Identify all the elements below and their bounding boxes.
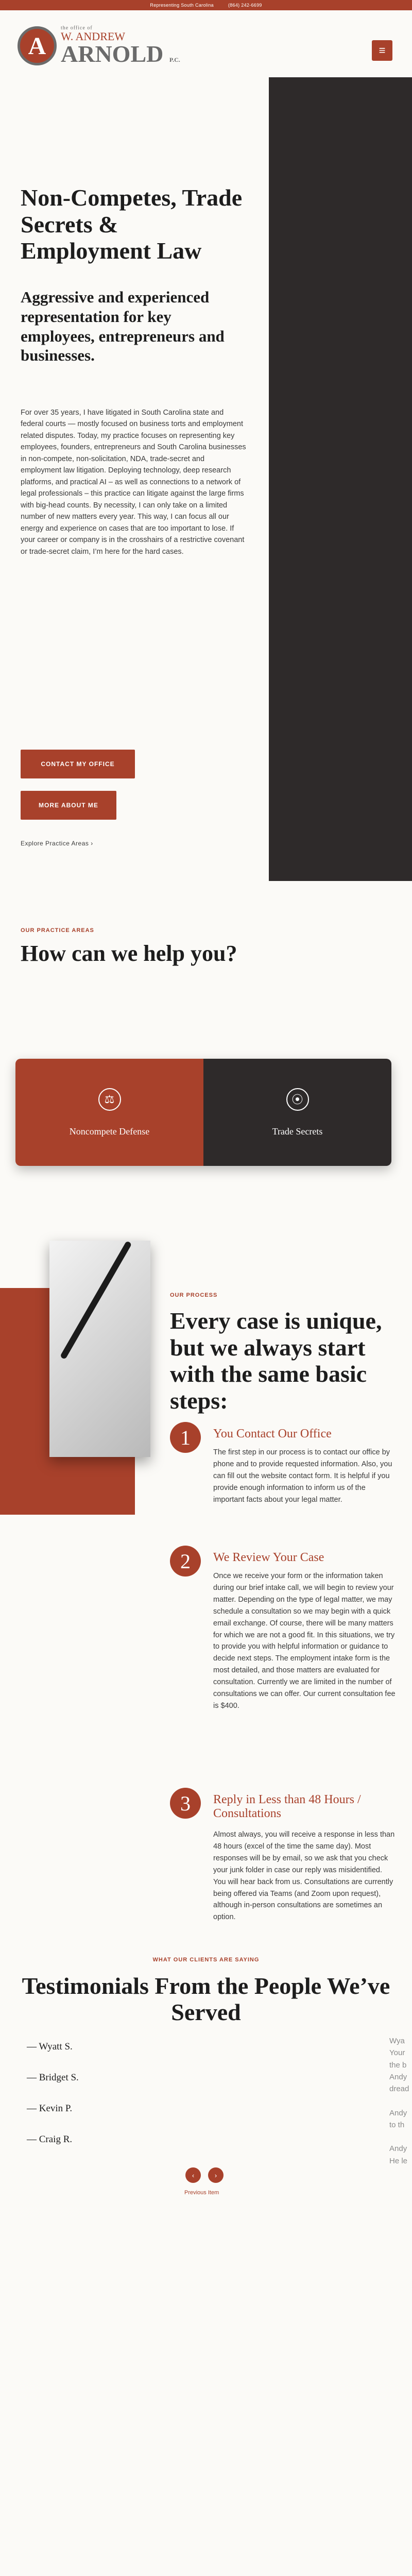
hero-dark-panel: [269, 77, 412, 881]
process-eyebrow: OUR PROCESS: [170, 1292, 218, 1298]
process-step: [170, 1788, 397, 1958]
logo-line1: the office of: [61, 25, 93, 31]
logo-line2: W. ANDREW: [61, 30, 126, 43]
step-number: 3: [170, 1788, 201, 1819]
pen-graphic: [60, 1241, 132, 1360]
process-step: [170, 1546, 397, 1762]
step-number: 2: [170, 1546, 201, 1577]
process-title: Every case is unique, but we always start with the same basic steps:: [170, 1308, 382, 1414]
step-heading: We Review Your Case: [213, 1551, 324, 1564]
hero-subtitle: Aggressive and experienced representation for key employees, entrepreneurs and businesses.: [21, 288, 225, 365]
process-step: [170, 1422, 397, 1535]
practice-card-label: Noncompete Defense: [69, 1126, 150, 1137]
logo-suffix: P.C.: [169, 56, 180, 63]
prev-arrow-icon[interactable]: ‹: [185, 2167, 201, 2183]
practice-card-noncompete[interactable]: [15, 1059, 203, 1166]
scales-icon: ⚖: [98, 1088, 121, 1111]
hamburger-icon: ≡: [379, 44, 386, 57]
contact-office-button[interactable]: CONTACT MY OFFICE: [21, 750, 135, 778]
logo-name: ARNOLD: [61, 41, 164, 67]
practice-cards: [15, 1059, 391, 1166]
testimonials-eyebrow: WHAT OUR CLIENTS ARE SAYING: [152, 1957, 260, 1963]
testimonial-author: — Craig R.: [27, 2134, 73, 2145]
phone-link[interactable]: (864) 242-6699: [228, 3, 262, 8]
step-heading: You Contact Our Office: [213, 1427, 332, 1440]
explore-label: Explore Practice Areas: [21, 840, 89, 847]
next-arrow-icon[interactable]: ›: [208, 2167, 224, 2183]
step-number: 1: [170, 1422, 201, 1453]
chevron-right-icon: ›: [91, 840, 93, 847]
step-heading: Reply in Less than 48 Hours / Consultations: [213, 1793, 361, 1820]
logo-mark: A: [18, 26, 57, 65]
menu-button[interactable]: [372, 40, 392, 61]
testimonial-author: — Bridget S.: [27, 2072, 79, 2083]
logo-text: [61, 26, 180, 66]
practice-title: How can we help you?: [21, 941, 237, 966]
testimonial-next-preview: Wya Your the b Andy dread Andy to th Andy He le: [389, 2037, 409, 2165]
more-about-me-button[interactable]: MORE ABOUT ME: [21, 791, 116, 820]
practice-eyebrow: OUR PRACTICE AREAS: [21, 927, 94, 934]
practice-card-label: Trade Secrets: [272, 1126, 323, 1137]
process-image: [49, 1241, 150, 1457]
site-logo[interactable]: [18, 26, 180, 66]
testimonial-nav: [185, 2167, 224, 2183]
hero-title: Non-Competes, Trade Secrets & Employment Law: [21, 184, 243, 264]
hero-body: For over 35 years, I have litigated in South Carolina state and federal courts — mostly focused on business torts and employment related disputes. Today, my practice focuses on representing key employees, founders, entrepreneurs and South Carolina businesses in non-compete, non-solicitation, NDA, trade-secret and employment law litigation. Deploying technology, deep research platforms, and practical AI – as well as connections to a network of legal professionals – this practice can litigate against the large firms with big-head counts. By necessity, I can only take on a limited number of new matters every year. This way, I can focus all our energy and experience on cases that are too important to lose. If your career or company is in the crosshairs of a restrictive covenant or trade-secret claim, I’m here for the hard cases.: [21, 409, 246, 556]
previous-item-label: Previous Item: [184, 2190, 219, 2196]
testimonials-title: Testimonials From the People We’ve Served: [22, 1973, 390, 2025]
step-body: Almost always, you will receive a response in less than 48 hours (excel of the time the same day). Most responses will be by email, so we ask that you check your junk folder in case our reply was misidentified. You will hear back from us. Consultations are currently being offered via Teams (and Zoom upon request), although in-person consultations are sometimes an option.: [213, 1831, 395, 1922]
explore-practice-areas-link[interactable]: [21, 840, 93, 847]
testimonial-author: — Kevin P.: [27, 2103, 73, 2114]
practice-card-trade-secrets[interactable]: [203, 1059, 391, 1166]
step-body: The first step in our process is to contact our office by phone and to provide requested information. Also, you can fill out the website contact form. It is helpful if you provide enough information to inform us of the important facts about your legal matter.: [213, 1448, 392, 1504]
logo-line3: [61, 42, 180, 66]
location-text: Representing South Carolina: [150, 3, 214, 8]
top-bar: [0, 0, 412, 10]
fingerprint-icon: ⦿: [286, 1088, 309, 1111]
step-body: Once we receive your form or the information taken during our brief intake call, we will begin to review your matter. Depending on the type of legal matter, we may schedule a consultation so we may begin with a quick email exchange. Of course, there will be many matters for which we are not a good fit. In this situations, we try to provide you with helpful information or guidance to decide next steps. The employment intake form is the most detailed, and those matters are evaluated for consultation. Currently we are limited in the number of consultations we can offer. Our current consultation fee is $400.: [213, 1572, 396, 1710]
site-header: [0, 10, 412, 72]
testimonial-author: — Wyatt S.: [27, 2041, 73, 2052]
